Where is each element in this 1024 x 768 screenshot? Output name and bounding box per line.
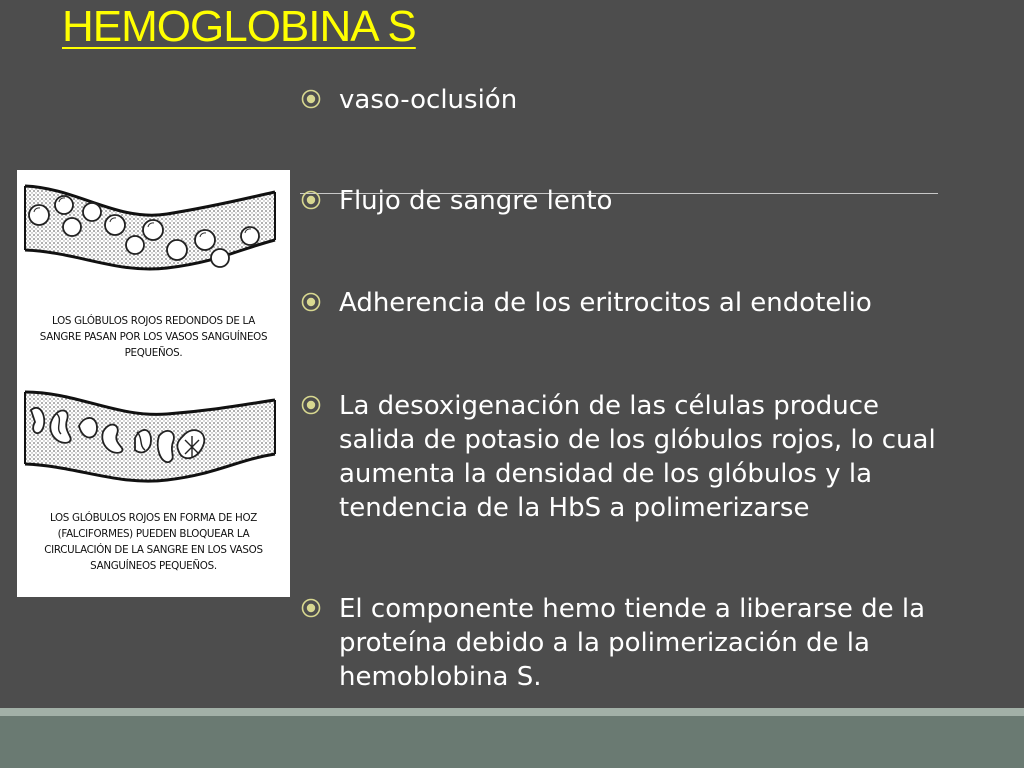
bullet-text: Flujo de sangre lento — [339, 186, 613, 216]
caption-sickle-cells: LOS GLÓBULOS ROJOS EN FORMA DE HOZ (FALCIFORMES) PUEDEN BLOQUEAR LA CIRCULACIÓN DE LA SANGRE EN LOS VASOS SANGUÍNEOS PEQUEÑOS. — [44, 512, 263, 572]
footer-bar — [0, 716, 1024, 768]
bullet-target-icon — [301, 395, 321, 415]
bullet-item — [300, 184, 970, 218]
slide-title: HEMOGLOBINA S — [62, 2, 416, 51]
caption-round-cells: LOS GLÓBULOS ROJOS REDONDOS DE LA SANGRE PASAN POR LOS VASOS SANGUÍNEOS PEQUEÑOS. — [39, 315, 268, 359]
bullet-target-icon — [301, 89, 321, 109]
bullet-target-icon — [301, 292, 321, 312]
bullet-item — [300, 389, 940, 525]
sickle-cell-illustration — [17, 170, 290, 597]
bullet-text: Adherencia de los eritrocitos al endotelio — [339, 288, 872, 318]
footer-accent-line — [0, 708, 1024, 716]
bullet-item — [300, 286, 970, 320]
bullet-text: El componente hemo tiende a liberarse de la proteína debido a la polimerización de la hemoblobina S. — [339, 594, 926, 692]
bullet-text: La desoxigenación de las células produce salida de potasio de los glóbulos rojos, lo cual aumenta la densidad de los glóbulos y la tendencia de la HbS a polimerizarse — [339, 391, 936, 523]
bullet-target-icon — [301, 190, 321, 210]
bullet-item — [300, 83, 970, 117]
bullet-item — [300, 592, 970, 694]
bullet-text: vaso-oclusión — [339, 85, 518, 115]
bullet-target-icon — [301, 598, 321, 618]
